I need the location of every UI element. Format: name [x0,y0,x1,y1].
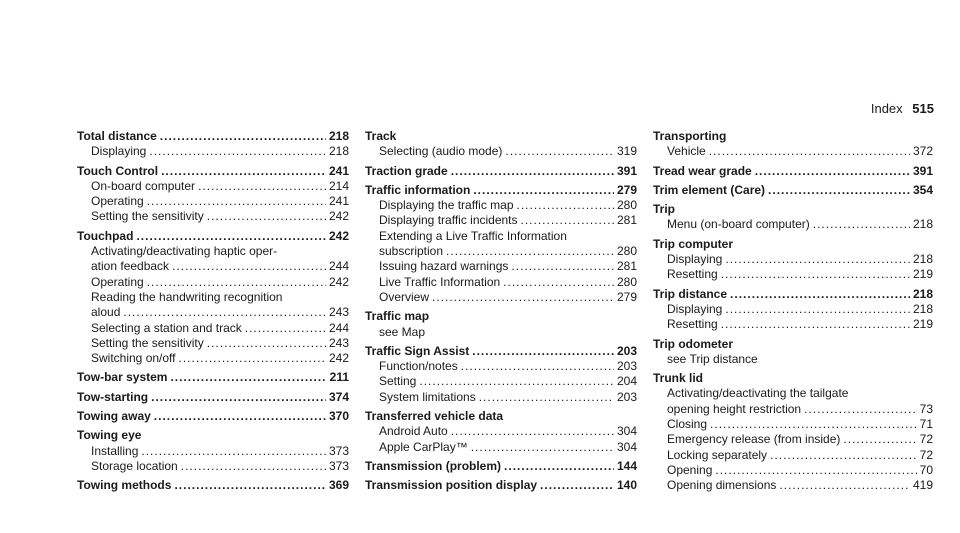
entry-page[interactable]: 218 [912,286,933,301]
leader-dots [181,459,326,474]
see-reference[interactable]: see Map [379,324,426,339]
sub-entry [365,290,637,305]
index-entry [365,478,637,493]
leader-dots [174,478,326,493]
leader-dots [207,336,326,351]
index-entry-heading [653,371,933,386]
sub-entry-text: ation feedback [91,259,170,274]
sub-entry-text: Menu (on-board computer) [667,217,810,232]
sub-entry-page[interactable]: 280 [616,198,637,213]
index-entry-heading [365,309,637,324]
sub-entry-page[interactable]: 419 [912,478,933,493]
sub-entry-text: Displaying [667,252,723,267]
sub-entry-text: Setting [379,374,417,389]
entry-page[interactable]: 241 [328,163,349,178]
index-entry-heading [77,390,349,405]
sub-entry-page[interactable]: 242 [328,209,349,224]
index-entry [77,390,349,405]
leader-dots [721,267,910,282]
sub-entry-text: Live Traffic Information [379,274,501,289]
sub-entry-page[interactable]: 73 [919,401,933,416]
entry-title: Total distance [77,129,157,143]
leader-dots [147,275,326,290]
sub-entry-text: aloud [91,305,121,320]
leader-dots [721,317,910,332]
index-entry [365,459,637,474]
sub-entry [653,302,933,317]
leader-dots [843,432,916,447]
sub-entry [77,259,349,274]
leader-dots [503,275,614,290]
index-entry [653,237,933,283]
sub-entry-text: Opening dimensions [667,478,777,493]
sub-entry-text: Switching on/off [91,351,176,366]
sub-entry-page[interactable]: 243 [328,335,349,350]
entry-page[interactable]: 369 [328,478,349,493]
leader-dots [461,359,614,374]
entry-title: Tow-starting [77,389,149,404]
sub-entry-text: Operating [91,194,144,209]
index-entry [365,129,637,160]
see-reference[interactable]: see Trip distance [667,351,758,366]
sub-entry-text: subscription [379,244,444,259]
sub-entry-page[interactable]: 372 [912,144,933,159]
index-entry-heading [653,337,933,352]
leader-dots [149,144,326,159]
index-entry [77,478,349,493]
sub-entry [365,390,637,405]
leader-dots [505,144,614,159]
sub-entry-text: Overview [379,289,430,304]
sub-entry [77,209,349,224]
sub-entry-page[interactable]: 219 [912,267,933,282]
leader-dots [451,164,614,179]
leader-dots [730,287,910,302]
sub-entry-page[interactable]: 242 [328,351,349,366]
entry-title: Trip odometer [653,336,734,351]
entry-title: Trip computer [653,236,734,251]
leader-dots [160,129,326,144]
entry-page[interactable]: 370 [328,409,349,424]
sub-entry-page[interactable]: 72 [919,447,933,462]
sub-entry [365,424,637,439]
sub-entry-text: Displaying the traffic map [379,198,514,213]
leader-dots [419,374,614,389]
sub-entry [365,374,637,389]
entry-title: Traffic information [365,182,471,197]
leader-dots [451,424,614,439]
leader-dots [154,409,326,424]
entry-page[interactable]: 218 [328,129,349,143]
sub-entry-page[interactable]: 373 [328,443,349,458]
index-entry [77,428,349,474]
sub-entry [653,267,933,282]
sub-entry-text: Selecting a station and track [91,320,242,335]
index-entry [653,202,933,233]
entry-page[interactable]: 279 [616,182,637,197]
sub-entry-page[interactable]: 281 [616,259,637,274]
sub-entry-text: On-board computer [91,178,196,193]
sub-entry [365,440,637,455]
sub-entry-text: Displaying traffic incidents [379,213,518,228]
index-entry-heading [653,129,933,144]
index-entry-heading [365,409,637,424]
sub-entry-text: Opening [667,462,713,477]
leader-dots [207,209,326,224]
entry-title: Touchpad [77,228,134,243]
index-entry-heading [653,237,933,252]
leader-dots [472,344,614,359]
sub-entry [77,459,349,474]
index-entry [653,371,933,493]
sub-entry [77,321,349,336]
sub-entry-text: Selecting (audio mode) [379,144,503,159]
sub-entry-page[interactable]: 281 [616,213,637,228]
sub-entry-text: Closing [667,417,708,432]
leader-dots [725,302,910,317]
sub-entry-text: Displaying [91,144,147,159]
index-entry-heading [653,164,933,179]
index-entry-heading [77,370,349,385]
sub-entry [77,336,349,351]
entry-title: Trip [653,202,676,217]
entry-title: Traction grade [365,163,448,178]
leader-dots [198,179,326,194]
sub-entry [653,317,933,332]
leader-dots [151,390,326,405]
leader-dots [179,351,326,366]
sub-entry-text: Resetting [667,267,718,282]
leader-dots [123,305,326,320]
sub-entry-text: Setting the sensitivity [91,335,204,350]
index-entry-heading [77,129,349,144]
index-entry [653,337,933,368]
leader-dots [511,259,614,274]
sub-entry-page[interactable]: 218 [912,217,933,232]
leader-dots [804,402,917,417]
index-entry [653,164,933,179]
sub-entry [365,275,637,290]
sub-entry-page[interactable]: 280 [616,244,637,259]
sub-entry [653,402,933,417]
entry-page[interactable]: 242 [328,228,349,243]
leader-dots [471,440,614,455]
sub-entry-text: System limitations [379,389,476,404]
sub-entry-page[interactable]: 203 [616,389,637,404]
sub-entry-page[interactable]: 204 [616,374,637,389]
sub-entry-text: opening height restriction [667,401,802,416]
sub-entry-text: Operating [91,274,144,289]
entry-page[interactable]: 354 [912,182,933,197]
leader-dots [136,229,326,244]
index-entry-heading [77,229,349,244]
sub-entry-text: Activating/deactivating the tailgate [667,386,849,401]
leader-dots [517,198,614,213]
index-entry-heading [365,164,637,179]
index-entry-heading [365,344,637,359]
index-entry-heading [365,183,637,198]
leader-dots [479,390,614,405]
entry-page[interactable]: 374 [328,389,349,404]
sub-entry-page[interactable]: 244 [328,259,349,274]
entry-page[interactable]: 140 [616,478,637,493]
sub-entry-page[interactable]: 241 [328,194,349,209]
index-entry-heading [365,459,637,474]
sub-entry [653,478,933,493]
sub-entry-page[interactable]: 218 [912,252,933,267]
index-column-1 [77,129,349,498]
sub-entry [653,417,933,432]
sub-entry [365,359,637,374]
leader-dots [768,183,910,198]
index-entry [365,344,637,405]
index-entry [365,164,637,179]
sub-entry-page[interactable]: 72 [919,432,933,447]
index-entry-heading [77,409,349,424]
leader-dots [473,183,614,198]
leader-dots [170,370,326,385]
sub-entry-text: Displaying [667,301,723,316]
index-entry-heading [77,428,349,443]
sub-entry-text: Setting the sensitivity [91,209,204,224]
entry-title: Trip distance [653,286,728,301]
sub-entry-text: Locking separately [667,447,768,462]
sub-entry [653,432,933,447]
sub-entry-page[interactable]: 280 [616,274,637,289]
entry-title: Trim element (Care) [653,182,766,197]
leader-dots [446,244,614,259]
sub-entry [365,213,637,228]
leader-dots [755,164,910,179]
leader-dots [504,459,614,474]
entry-title: Tow-bar system [77,370,168,385]
leader-dots [147,194,326,209]
entry-page[interactable]: 391 [912,163,933,178]
leader-dots [540,478,614,493]
sub-entry-page[interactable]: 279 [616,289,637,304]
sub-entry-text: Activating/deactivating haptic oper- [91,244,278,259]
entry-title: Towing eye [77,428,142,443]
sub-entry-text: Vehicle [667,144,706,159]
leader-dots [172,259,326,274]
leader-dots [709,144,910,159]
leader-dots [813,217,910,232]
sub-entry-page[interactable]: 242 [328,274,349,289]
index-entry [77,370,349,385]
leader-dots [770,448,917,463]
index-entry [77,129,349,160]
sub-entry-text: Resetting [667,317,718,332]
sub-entry-text: Apple CarPlay™ [379,439,468,454]
sub-entry [653,252,933,267]
index-entry-heading [653,183,933,198]
sub-entry-page[interactable]: 219 [912,317,933,332]
index-entry-heading [77,164,349,179]
sub-entry-text: Android Auto [379,424,448,439]
entry-title: Towing methods [77,478,172,493]
index-entry-heading [653,287,933,302]
sub-entry-page[interactable]: 214 [328,178,349,193]
sub-entry-page[interactable]: 218 [328,144,349,159]
sub-entry-page[interactable]: 70 [919,462,933,477]
page-number: 515 [912,101,934,116]
sub-entry [653,448,933,463]
sub-entry [653,217,933,232]
leader-dots [779,478,910,493]
entry-title: Traffic map [365,309,430,324]
sub-entry [77,144,349,159]
index-entry [77,229,349,367]
leader-dots [141,444,326,459]
entry-page[interactable]: 144 [616,458,637,473]
sub-entry-page[interactable]: 304 [616,439,637,454]
index-entry [77,164,349,225]
leader-dots [710,417,917,432]
entry-title: Track [365,129,397,143]
sub-entry-text: Function/notes [379,359,458,374]
sub-entry [77,351,349,366]
index-column-2 [365,129,637,498]
sub-entry [77,444,349,459]
sub-entry [653,463,933,478]
sub-entry-page[interactable]: 71 [919,417,933,432]
index-entry [77,409,349,424]
page-header [871,101,934,116]
entry-title: Transporting [653,129,727,143]
sub-entry [77,305,349,320]
entry-title: Tread wear grade [653,163,752,178]
sub-entry-page[interactable]: 244 [328,320,349,335]
entry-title: Transferred vehicle data [365,409,504,424]
index-entry [653,183,933,198]
sub-entry [653,144,933,159]
sub-entry-page[interactable]: 304 [616,424,637,439]
sub-entry [365,244,637,259]
index-column-3 [653,129,933,498]
index-entry-heading [365,478,637,493]
sub-entry [77,179,349,194]
index-entry [653,129,933,160]
index-entry [365,309,637,340]
sub-entry-page[interactable]: 373 [328,458,349,473]
entry-title: Touch Control [77,163,159,178]
sub-entry-text: Extending a Live Traffic Information [379,228,567,243]
leader-dots [245,321,326,336]
sub-entry-text: Emergency release (from inside) [667,432,841,447]
index-entry-heading [77,478,349,493]
entry-title: Traffic Sign Assist [365,343,470,358]
entry-title: Trunk lid [653,371,704,386]
index-entry-heading [653,202,933,217]
sub-entry-text: Installing [91,443,139,458]
index-entry [653,287,933,333]
sub-entry-page[interactable]: 218 [912,301,933,316]
index-entry-heading [365,129,637,144]
sub-entry [77,275,349,290]
entry-page[interactable]: 211 [329,370,349,385]
leader-dots [161,164,326,179]
leader-dots [432,290,614,305]
entry-title: Towing away [77,409,151,424]
index-entry [365,409,637,455]
sub-entry [365,198,637,213]
index-label: Index [870,101,903,116]
entry-page[interactable]: 391 [616,163,637,178]
index-entry [365,183,637,305]
leader-dots [521,213,614,228]
sub-entry [365,259,637,274]
sub-entry-text: Reading the handwriting recognition [91,289,283,304]
leader-dots [715,463,916,478]
entry-page[interactable]: 203 [616,343,637,358]
entry-title: Transmission position display [365,478,538,493]
sub-entry [77,194,349,209]
sub-entry [365,144,637,159]
sub-entry-page[interactable]: 203 [616,359,637,374]
sub-entry-text: Storage location [91,458,178,473]
leader-dots [725,252,910,267]
sub-entry-page[interactable]: 319 [616,144,637,159]
entry-title: Transmission (problem) [365,458,502,473]
sub-entry-text: Issuing hazard warnings [379,259,509,274]
sub-entry-page[interactable]: 243 [328,305,349,320]
